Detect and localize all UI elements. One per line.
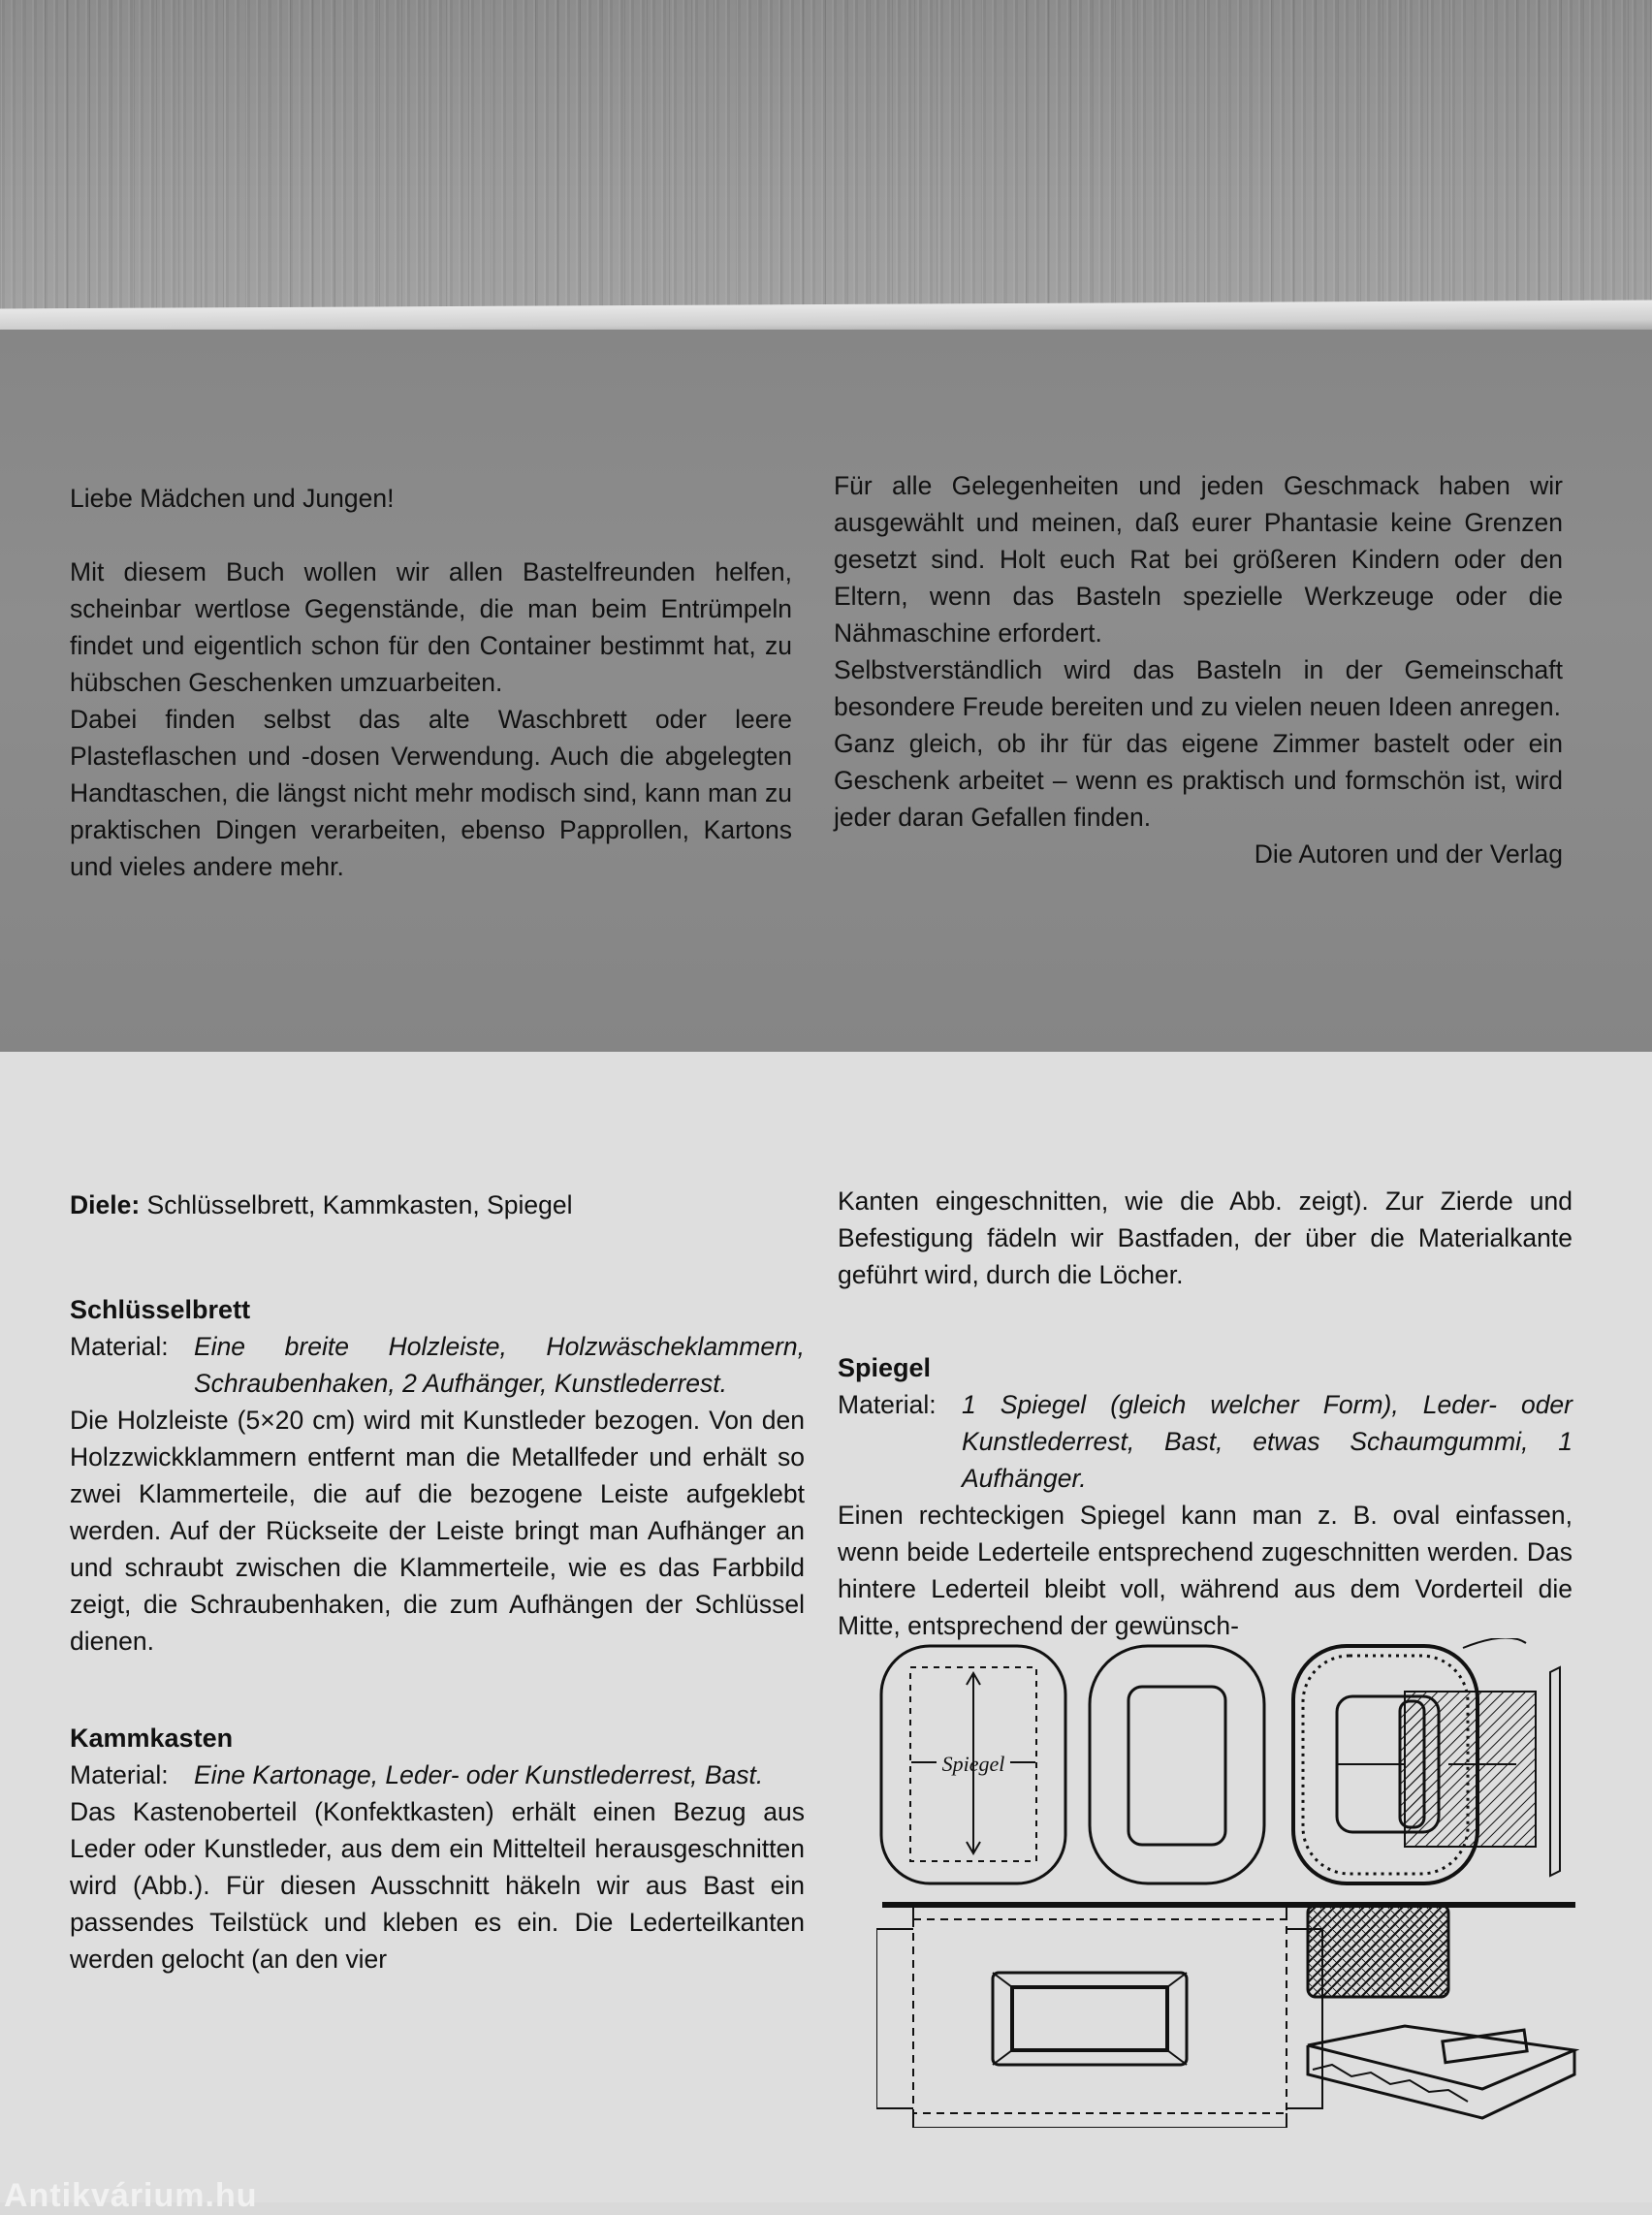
oval-frame-front	[1090, 1646, 1264, 1883]
box-cover-pattern	[876, 1905, 1322, 2128]
right-column	[838, 1183, 1573, 1644]
material-list: Eine breite Holzleiste, Holzwäscheklammern, Schraubenhaken, 2 Aufhänger, Kunstlederrest.	[194, 1332, 805, 1398]
intro-right-column	[834, 467, 1563, 872]
material-label: Material:	[838, 1390, 937, 1419]
intro-left-column	[70, 480, 792, 885]
schluesselbrett-title: Schlüsselbrett	[70, 1295, 251, 1324]
intro-paragraph: Für alle Gelegenheiten und jeden Geschmack haben wir ausgewählt und meinen, daß eurer Phantasie keine Grenzen gesetzt sind. Holt euch Rat bei größeren Kindern oder den Eltern, wenn das Basteln spezielle Werkzeuge oder die Nähmaschine erfordert.	[834, 471, 1563, 648]
section-label: Diele:	[70, 1190, 141, 1219]
left-column	[70, 1187, 805, 1978]
wood-background	[0, 0, 1652, 320]
schluesselbrett-material	[70, 1328, 805, 1402]
kammkasten-material	[70, 1756, 805, 1793]
intro-paragraph: Dabei finden selbst das alte Waschbrett oder leere Plasteflaschen und -dosen Verwendung. Auch die abgelegten Handtaschen, die längst nicht mehr modisch sind, kann man zu praktischen Dingen verarbeiten, ebenso Papprollen, Kartons und vieles andere mehr.	[70, 705, 792, 881]
section-heading	[70, 1187, 805, 1223]
schluesselbrett-body: Die Holzleiste (5×20 cm) wird mit Kunstleder bezogen. Von den Holzzwickklammern entfernt man die Metallfeder und erhält so zwei Klammerteile, die auf die bezogene Leiste aufgeklebt werden. Auf der Rückseite der Leiste bringt man Aufhänger an und schraubt zwischen die Klammerteile, wie es das Farbbild zeigt, die Schraubenhaken, die zum Aufhängen der Schlüssel dienen.	[70, 1406, 805, 1656]
material-label: Material:	[70, 1760, 169, 1789]
intro-paragraph: Selbstverständlich wird das Basteln in der Gemeinschaft besondere Freude bereiten und zu vielen neuen Ideen anregen.	[834, 655, 1563, 721]
mirror-illustration	[876, 1638, 1579, 2128]
intro-paragraph: Ganz gleich, ob ihr für das eigene Zimmer bastelt oder ein Geschenk arbeitet – wenn es praktisch und formschön ist, wird jeder daran Gefallen finden.	[834, 729, 1563, 832]
woven-panel-and-box	[1308, 1905, 1574, 2118]
kammkasten-title: Kammkasten	[70, 1724, 234, 1753]
watermark: Antikvárium.hu	[4, 2177, 258, 2214]
intro-signature: Die Autoren und der Verlag	[1254, 839, 1563, 869]
spiegel-figure-label: Spiegel	[941, 1752, 1005, 1776]
spiegel-title: Spiegel	[838, 1353, 932, 1382]
spiegel-body: Einen rechteckigen Spiegel kann man z. B. oval einfassen, wenn beide Lederteile entsprechend zugeschnitten werden. Das hintere Lederteil bleibt voll, während aus dem Vorderteil die Mitte, entsprechend der gewünsch-	[838, 1501, 1573, 1640]
assembled-mirror	[1293, 1638, 1560, 1883]
material-list: Eine Kartonage, Leder- oder Kunstlederrest, Bast.	[194, 1760, 764, 1789]
material-label: Material:	[70, 1332, 169, 1361]
intro-greeting: Liebe Mädchen und Jungen!	[70, 484, 395, 513]
figure-divider	[882, 1902, 1575, 1908]
spiegel-material	[838, 1386, 1573, 1497]
kammkasten-continuation: Kanten eingeschnitten, wie die Abb. zeigt). Zur Zierde und Befestigung fädeln wir Bastfaden, der über die Materialkante geführt wird, durch die Löcher.	[838, 1187, 1573, 1289]
kammkasten-body: Das Kastenoberteil (Konfektkasten) erhält einen Bezug aus Leder oder Kunstleder, aus dem ein Mittelteil herausgeschnitten wird (Abb.). Für diesen Ausschnitt häkeln wir aus Bast ein passendes Teilstück und kleben es ein. Die Lederteilkanten werden gelocht (an den vier	[70, 1797, 805, 1974]
material-list: 1 Spiegel (gleich welcher Form), Leder- oder Kunstlederrest, Bast, etwas Schaumgummi, 1 Aufhänger.	[962, 1390, 1573, 1493]
section-items: Schlüsselbrett, Kammkasten, Spiegel	[146, 1190, 573, 1219]
intro-paragraph: Mit diesem Buch wollen wir allen Bastelfreunden helfen, scheinbar wertlose Gegenstände, die man beim Entrümpeln findet und eigentlich schon für den Container bestimmt hat, zu hübschen Geschenken umzuarbeiten.	[70, 557, 792, 697]
